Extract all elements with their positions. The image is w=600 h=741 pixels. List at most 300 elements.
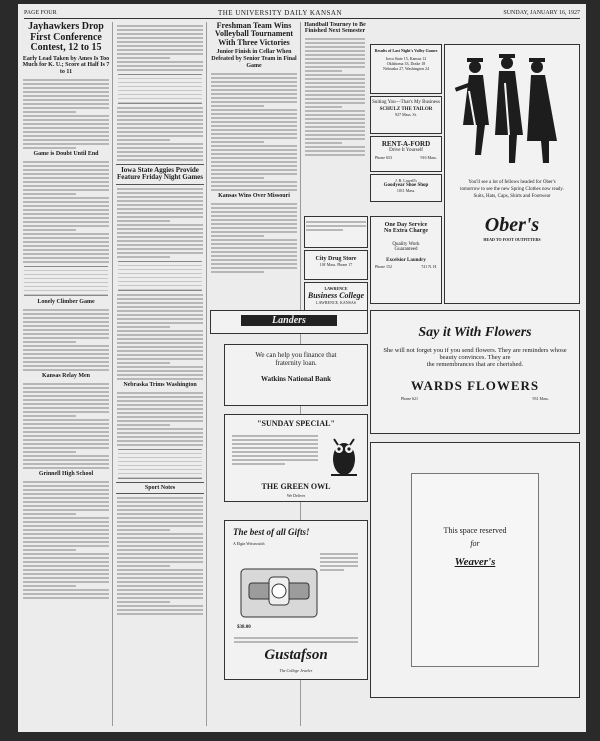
ad-obers	[444, 44, 580, 304]
text-line	[23, 201, 109, 203]
text-line	[23, 245, 109, 247]
text-line	[23, 391, 109, 393]
text-line	[117, 330, 203, 332]
text-line	[117, 521, 203, 523]
ad-tagline: HEAD TO FOOT OUTFITTERS	[483, 237, 541, 243]
text-line	[117, 501, 203, 503]
text-line	[117, 366, 203, 368]
text-line	[23, 455, 109, 457]
text-line	[23, 313, 109, 315]
text-line	[211, 97, 297, 99]
text-line	[211, 161, 297, 163]
text-line	[23, 403, 109, 405]
text-line	[117, 310, 203, 312]
ad-text: 10¢ Mass. Phone 17	[319, 262, 353, 267]
text-line	[117, 192, 203, 194]
ad-name: THE GREEN OWL	[261, 482, 331, 491]
text-line	[23, 261, 109, 263]
ad-text: fraternity loan.	[275, 359, 317, 367]
lead-headline: Jayhawkers Drop First Conference Contest, 12 to 15	[28, 22, 104, 53]
text-line	[23, 209, 109, 211]
text-line	[117, 115, 203, 117]
weavers-logo: Weaver's	[454, 556, 496, 568]
text-line	[23, 205, 109, 207]
article-body	[22, 383, 110, 469]
text-line	[23, 221, 109, 223]
text-line	[211, 129, 297, 131]
ad-excelsior-laundry	[370, 216, 442, 304]
text-line	[211, 247, 297, 249]
text-line	[117, 159, 203, 161]
box-score-table	[118, 449, 202, 479]
text-line	[211, 267, 297, 269]
ad-line: No Extra Charge	[384, 228, 428, 234]
text-line	[211, 165, 297, 167]
text-line	[23, 361, 109, 363]
text-line	[211, 113, 297, 115]
ad-schulz-tailor	[370, 96, 442, 134]
text-line	[117, 392, 203, 394]
text-line	[117, 609, 203, 611]
text-line	[117, 151, 203, 153]
article-body	[116, 107, 204, 161]
text-line	[23, 517, 109, 519]
text-line	[117, 314, 203, 316]
ad-lowell-shoe-shop	[370, 174, 442, 202]
text-line	[117, 256, 170, 258]
text-line	[117, 232, 203, 234]
text-line	[117, 248, 203, 250]
text-line	[23, 79, 109, 81]
section-head: Game is Doubt Until End	[33, 151, 99, 158]
text-line	[23, 147, 76, 149]
text-line	[23, 253, 109, 255]
text-line	[117, 204, 203, 206]
text-line	[23, 143, 109, 145]
text-line	[23, 399, 109, 401]
text-line	[117, 378, 203, 380]
article-body	[210, 73, 298, 191]
text-line	[23, 95, 109, 97]
text-line	[211, 101, 297, 103]
ad-line: One Day Service	[384, 222, 428, 228]
text-line	[117, 318, 203, 320]
score-line: Iowa State 15, Kansas 12	[385, 56, 427, 61]
text-line	[117, 298, 203, 300]
text-line	[23, 99, 109, 101]
text-line	[117, 553, 203, 555]
ad-title: "SUNDAY SPECIAL"	[257, 419, 335, 428]
masthead	[24, 8, 580, 19]
text-line	[23, 565, 109, 567]
text-line	[117, 65, 203, 67]
text-line	[305, 138, 365, 140]
ad-wards-flowers	[370, 310, 580, 434]
ad-watkins-bank	[224, 344, 368, 406]
text-line	[211, 207, 297, 209]
article-body	[116, 392, 204, 446]
text-line	[211, 203, 297, 205]
text-line	[211, 189, 297, 191]
text-line	[305, 102, 365, 104]
text-line	[117, 561, 203, 563]
text-line	[211, 231, 297, 233]
text-line	[305, 74, 365, 76]
text-line	[211, 81, 297, 83]
text-line	[117, 306, 203, 308]
text-line	[117, 200, 203, 202]
text-line	[211, 85, 297, 87]
text-line	[117, 252, 203, 254]
section-head: Nebraska Trims Washington	[123, 381, 197, 388]
text-line	[23, 189, 109, 191]
text-line	[117, 396, 203, 398]
text-line	[117, 236, 203, 238]
text-line	[23, 345, 109, 347]
text-line	[23, 597, 109, 599]
text-line	[305, 46, 365, 48]
text-line	[211, 117, 297, 119]
ad-item: A Elgin Wristwatch	[233, 541, 265, 546]
text-line	[117, 57, 170, 59]
text-line	[211, 89, 297, 91]
text-line	[305, 66, 365, 68]
text-line	[117, 557, 203, 559]
text-line	[117, 416, 203, 418]
text-line	[117, 436, 203, 438]
ad-text: LAWRENCE, KANSAS	[316, 300, 356, 305]
text-line	[117, 404, 203, 406]
text-line	[23, 533, 109, 535]
text-line	[23, 423, 109, 425]
volleyball-headline: Freshman Team Wins Volleyball Tournament With Three Victories	[214, 22, 294, 47]
ad-weavers-reserved	[370, 442, 580, 698]
text-line	[23, 411, 109, 413]
text-line	[23, 407, 109, 409]
text-line	[23, 83, 109, 85]
text-line	[117, 228, 203, 230]
text-line	[117, 139, 170, 141]
text-line	[211, 219, 297, 221]
text-line	[23, 333, 109, 335]
sport-notes-head: Sport Notes	[116, 482, 204, 494]
text-line	[305, 62, 365, 64]
text-line	[305, 90, 365, 92]
text-line	[117, 577, 203, 579]
text-line	[305, 110, 365, 112]
ad-title: Landers	[241, 315, 337, 326]
ad-name: Excelsior Laundry	[386, 258, 426, 263]
ad-title: Business College	[307, 291, 365, 300]
text-line	[117, 220, 170, 222]
text-line	[117, 294, 203, 296]
ad-title: RENT-A-FORD	[381, 140, 431, 148]
text-line	[211, 215, 297, 217]
text-line	[117, 545, 203, 547]
text-line	[211, 141, 264, 143]
box-score-table	[118, 74, 202, 104]
text-line	[117, 143, 203, 145]
text-line	[117, 444, 203, 446]
text-line	[305, 150, 365, 152]
text-line	[211, 181, 297, 183]
text-line	[23, 525, 109, 527]
ad-text: You'll see a lot of fellows headed for Ober's tomorrow to see the new Spring Clothes now ready. Suits, Hats, Caps, Shirts and Footwear	[460, 180, 564, 199]
obers-logo: Ober's	[484, 214, 540, 237]
text-line	[23, 123, 109, 125]
article-body	[22, 481, 110, 599]
text-line	[23, 127, 109, 129]
paper-title: THE UNIVERSITY DAILY KANSAN	[217, 9, 343, 17]
text-line	[23, 481, 109, 483]
ad-landers	[210, 310, 368, 334]
text-line	[23, 521, 109, 523]
article-body	[22, 161, 110, 263]
text-line	[211, 153, 297, 155]
box-score-table	[24, 266, 108, 296]
text-line	[23, 529, 109, 531]
text-line	[211, 157, 297, 159]
text-line	[23, 541, 109, 543]
text-line	[305, 58, 365, 60]
ad-title: The best of all Gifts!	[233, 527, 310, 537]
text-line	[305, 38, 365, 40]
ad-text: J. B. Lowell's	[395, 178, 417, 183]
text-line	[211, 263, 297, 265]
section-headline: Iowa State Aggies Provide Feature Friday Night Games	[116, 164, 204, 185]
text-line	[23, 139, 109, 141]
text-line	[117, 302, 203, 304]
text-line	[23, 225, 109, 227]
text-line	[211, 177, 264, 179]
article-body	[22, 309, 110, 371]
text-line	[23, 493, 109, 495]
text-line	[117, 147, 203, 149]
text-line	[117, 400, 203, 402]
text-line	[211, 109, 297, 111]
text-line	[117, 593, 203, 595]
text-line	[23, 91, 109, 93]
text-line	[117, 119, 203, 121]
text-line	[117, 541, 203, 543]
text-line	[117, 240, 203, 242]
text-line	[23, 443, 109, 445]
text-line	[117, 565, 170, 567]
ad-title: Say it With Flowers	[418, 325, 532, 340]
text-line	[211, 77, 297, 79]
text-line	[23, 537, 109, 539]
column-rule	[112, 22, 113, 726]
text-line	[117, 428, 203, 430]
ad-rent-a-ford	[370, 136, 442, 172]
text-line	[23, 349, 109, 351]
text-line	[305, 122, 365, 124]
newspaper-page	[18, 4, 586, 732]
text-line	[23, 509, 109, 511]
gustafson-logo: Gustafson	[264, 647, 328, 663]
ad-title: City Drug Store	[315, 256, 357, 262]
text-line	[117, 131, 203, 133]
text-line	[117, 208, 203, 210]
article-body	[116, 294, 204, 380]
text-line	[23, 513, 76, 515]
text-line	[23, 257, 109, 259]
text-line	[305, 78, 365, 80]
ad-gustafson	[224, 520, 368, 680]
text-line	[23, 459, 109, 461]
text-line	[211, 125, 297, 127]
lead-subhead: Early Lead Taken by Ames Is Too Much for K. U.; Score at Half Is 7 to 11	[22, 55, 110, 76]
owl-icon	[329, 431, 359, 479]
text-line	[23, 467, 109, 469]
text-line	[23, 87, 109, 89]
text-line	[117, 212, 203, 214]
text-line	[23, 501, 109, 503]
text-line	[23, 161, 109, 163]
text-line	[23, 353, 109, 355]
text-line	[23, 321, 109, 323]
text-line	[117, 196, 203, 198]
ad-name: Watkins National Bank	[260, 375, 332, 383]
ad-phone: Phone 621	[401, 396, 418, 401]
text-line	[117, 111, 203, 113]
ad-name: Goodyear Shoe Shop	[383, 183, 429, 188]
article-body	[116, 25, 204, 71]
text-line	[23, 217, 109, 219]
text-line	[305, 114, 365, 116]
section-head: Grinnell High School	[38, 470, 94, 477]
text-line	[23, 173, 109, 175]
text-line	[23, 181, 109, 183]
text-line	[117, 326, 170, 328]
issue-date: SUNDAY, JANUARY 16, 1927	[503, 10, 580, 16]
text-line	[117, 525, 203, 527]
article-body	[210, 203, 298, 273]
text-line	[117, 601, 170, 603]
text-line	[23, 589, 109, 591]
text-line	[211, 105, 264, 107]
text-line	[211, 173, 297, 175]
text-line	[23, 545, 109, 547]
text-line	[117, 362, 170, 364]
text-line	[23, 427, 109, 429]
text-line	[117, 605, 203, 607]
text-line	[117, 408, 203, 410]
article-body	[116, 497, 204, 615]
text-line	[117, 244, 203, 246]
ad-text: This space reserved	[443, 526, 507, 535]
text-line	[117, 529, 170, 531]
text-line	[23, 233, 109, 235]
text-line	[23, 317, 109, 319]
text-line	[305, 70, 342, 72]
ad-phone: Phone 152	[375, 264, 392, 269]
ad-price: $38.00	[237, 625, 251, 630]
text-line	[23, 213, 109, 215]
handball-headline: Handball Tourney to Be Finished Next Semester	[304, 22, 366, 35]
ad-subtitle: Drive It Yourself	[389, 148, 423, 153]
text-line	[305, 106, 342, 108]
ad-name: WARDS FLOWERS	[410, 378, 540, 393]
text-line	[23, 505, 109, 507]
text-line	[117, 537, 203, 539]
text-line	[305, 134, 365, 136]
ad-line: Quality Work	[392, 242, 420, 247]
text-line	[117, 581, 203, 583]
section-head: Kansas Wins Over Missouri	[218, 192, 290, 199]
text-line	[117, 374, 203, 376]
text-line	[117, 613, 203, 615]
text-line	[23, 169, 109, 171]
text-line	[117, 513, 203, 515]
text-line	[23, 549, 76, 551]
text-line	[117, 123, 203, 125]
text-line	[23, 341, 76, 343]
text-line	[305, 42, 365, 44]
text-line	[23, 365, 109, 367]
text-line	[23, 387, 109, 389]
text-line	[117, 338, 203, 340]
text-line	[23, 435, 109, 437]
text-line	[117, 29, 203, 31]
score-line: Oklahoma 33, Drake 18	[386, 61, 426, 66]
ad-address: 931 Mass.	[532, 396, 549, 401]
text-line	[23, 485, 109, 487]
ad-footer: We Deliver	[286, 493, 306, 498]
ad-top: LAWRENCE	[324, 286, 348, 291]
text-line	[211, 223, 297, 225]
ad-text: Suiting You—That's My Business	[372, 100, 440, 105]
text-line	[117, 549, 203, 551]
text-line	[117, 350, 203, 352]
ad-line: Guaranteed	[394, 247, 418, 252]
text-line	[305, 50, 365, 52]
text-line	[117, 424, 170, 426]
text-line	[23, 115, 109, 117]
text-line	[305, 86, 365, 88]
text-line	[211, 133, 297, 135]
text-line	[23, 415, 76, 417]
text-line	[23, 463, 109, 465]
text-line	[117, 37, 203, 39]
text-line	[211, 185, 297, 187]
men-walking-illustration	[445, 45, 579, 175]
column-3	[210, 22, 298, 312]
article-body	[304, 38, 366, 156]
text-line	[23, 573, 109, 575]
ad-text: the remembrances that are cherished.	[426, 361, 524, 368]
text-line	[23, 197, 109, 199]
column-4	[304, 22, 366, 212]
text-line	[23, 369, 109, 371]
text-line	[117, 135, 203, 137]
text-line	[23, 439, 109, 441]
article-body	[116, 188, 204, 258]
text-line	[117, 25, 203, 27]
ad-title: Results of Last Night's Valley Games	[374, 48, 438, 53]
text-line	[211, 235, 264, 237]
text-line	[117, 370, 203, 372]
text-line	[23, 569, 109, 571]
text-line	[23, 553, 109, 555]
text-line	[305, 118, 365, 120]
text-line	[23, 395, 109, 397]
text-line	[23, 593, 109, 595]
text-line	[23, 329, 109, 331]
text-line	[117, 585, 203, 587]
text-line	[211, 93, 297, 95]
text-line	[23, 135, 109, 137]
